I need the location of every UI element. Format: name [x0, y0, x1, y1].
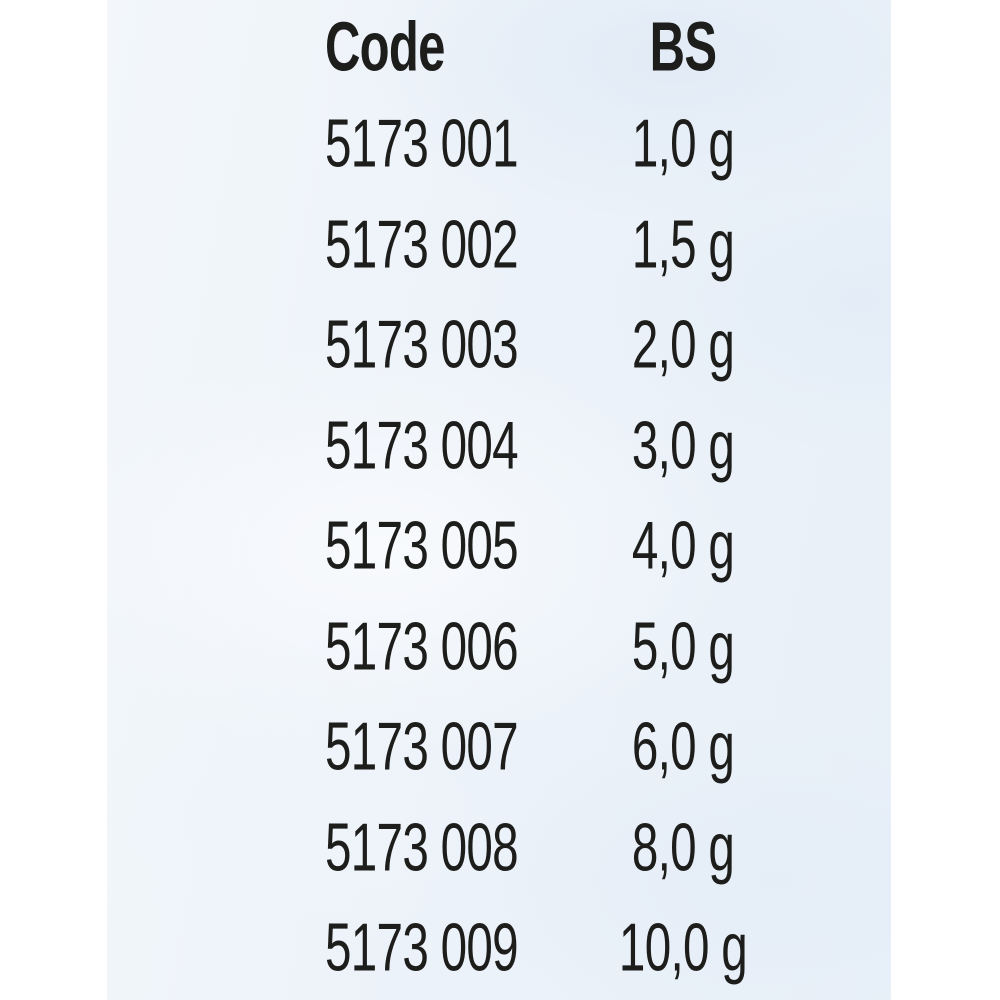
code-value: 5173 004 [325, 407, 518, 484]
code-value: 5173 009 [325, 909, 518, 986]
table-row [107, 95, 891, 196]
bs-value: 5,0 g [631, 608, 735, 685]
code-value: 5173 005 [325, 507, 518, 584]
table-row [107, 698, 891, 799]
column-header-bs: BS [649, 6, 717, 85]
table-row [107, 598, 891, 699]
table-row [107, 497, 891, 598]
table-row [107, 397, 891, 498]
bs-value: 1,5 g [631, 206, 735, 283]
code-value: 5173 008 [325, 809, 518, 886]
bs-value: 3,0 g [631, 407, 735, 484]
code-value: 5173 003 [325, 306, 518, 383]
bs-value: 4,0 g [631, 507, 735, 584]
column-header-code: Code [325, 6, 445, 85]
bs-value: 10,0 g [618, 909, 748, 986]
bs-value: 1,0 g [631, 105, 735, 182]
table-row [107, 799, 891, 900]
table-row [107, 899, 891, 1000]
bs-value: 2,0 g [631, 306, 735, 383]
product-spec-table [107, 0, 891, 1000]
bs-value: 8,0 g [631, 809, 735, 886]
table-row [107, 296, 891, 397]
code-value: 5173 007 [325, 708, 518, 785]
table-row [107, 196, 891, 297]
bs-value: 6,0 g [631, 708, 735, 785]
code-value: 5173 002 [325, 206, 518, 283]
code-value: 5173 001 [325, 105, 518, 182]
code-value: 5173 006 [325, 608, 518, 685]
table-header-row [107, 0, 891, 95]
